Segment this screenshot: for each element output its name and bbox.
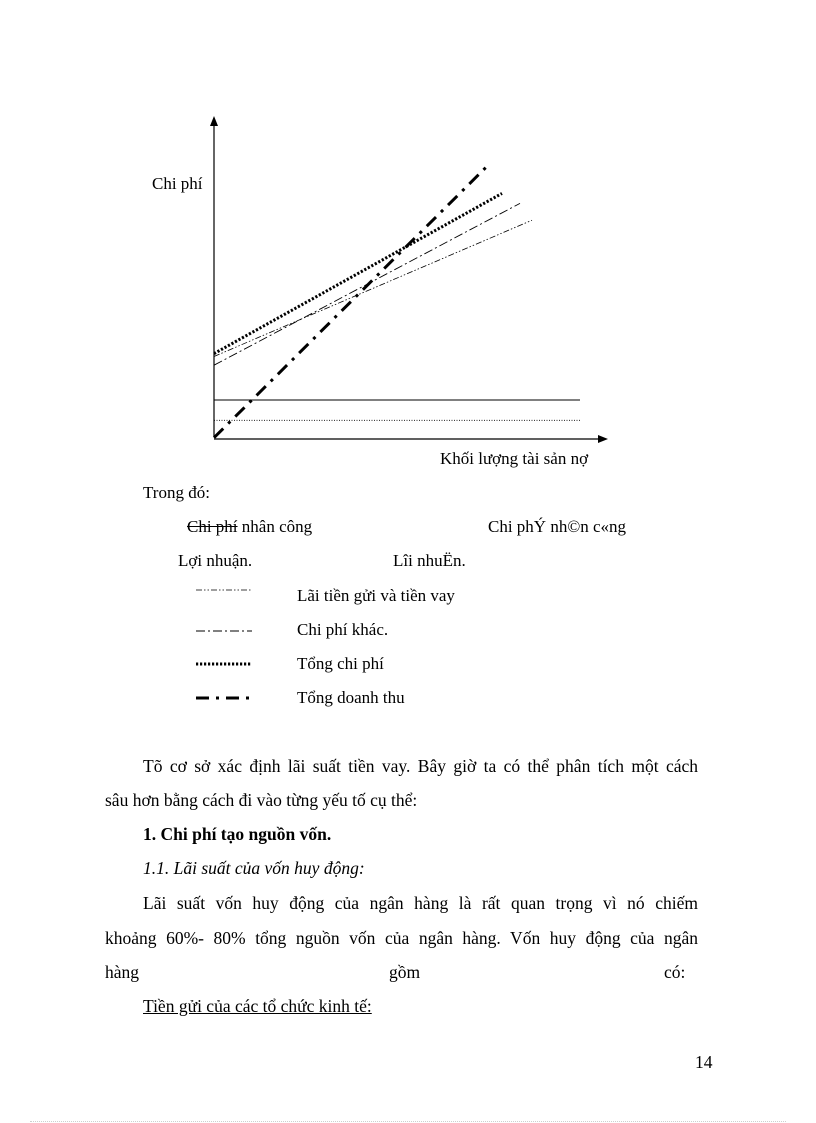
chart-axes (210, 116, 608, 443)
chart-series-layer (214, 167, 580, 437)
section-heading-1: 1. Chi phí tạo nguồn vốn. (143, 824, 332, 844)
series-line-3 (214, 220, 532, 356)
y-axis-arrow (210, 116, 218, 126)
page-bottom-border (30, 1121, 786, 1122)
paragraph-2-line-1: Lãi suất vốn huy động của ngân hàng là rất quan trọng vì nó chiếm (143, 893, 698, 913)
legend-interest: Lãi tiền gửi và tiền vay (297, 586, 455, 605)
paragraph-2-line-3-c: có: (664, 962, 686, 982)
paragraph-2-line-3-a: hàng (105, 962, 140, 982)
subsection-heading-1-1: 1.1. Lãi suất của vốn huy động: (143, 858, 365, 878)
series-line-5 (214, 193, 502, 353)
legend-total-cost: Tổng chi phí (297, 654, 384, 673)
x-axis-arrow (598, 435, 608, 443)
paragraph-2-line-3-b: gồm (389, 962, 421, 982)
legend-labor-garbled: Chi phÝ nh©n c«ng (488, 517, 627, 536)
page-number: 14 (695, 1052, 713, 1072)
paragraph-3: Tiền gửi của các tổ chức kinh tế: (143, 996, 372, 1016)
legend-labor-rest: nhân công (237, 517, 313, 536)
chart (0, 0, 816, 480)
paragraph-1-line-1: Tõ cơ sở xác định lãi suất tiền vay. Bây giờ ta có thể phân tích một cách (143, 756, 698, 776)
legend-row-labor-cost (187, 517, 312, 537)
legend-total-revenue: Tổng doanh thu (297, 688, 405, 707)
legend-other-cost: Chi phí khác. (297, 620, 389, 639)
legend-profit: Lợi nhuận. (178, 551, 253, 570)
legend-labor-strike: Chi phí (187, 517, 238, 536)
x-axis-label: Khối lượng tài sản nợ (440, 449, 589, 468)
paragraph-1-line-2: sâu hơn bằng cách đi vào từng yếu tố cụ thể: (105, 790, 418, 810)
series-line-6 (214, 167, 486, 437)
y-axis-label: Chi phí (152, 174, 203, 193)
legend-heading: Trong đó: (143, 483, 210, 502)
legend-profit-garbled: Lîi nhuËn. (393, 551, 466, 570)
paragraph-2-line-2: khoảng 60%- 80% tổng nguồn vốn của ngân hàng. Vốn huy động của ngân (105, 928, 698, 948)
